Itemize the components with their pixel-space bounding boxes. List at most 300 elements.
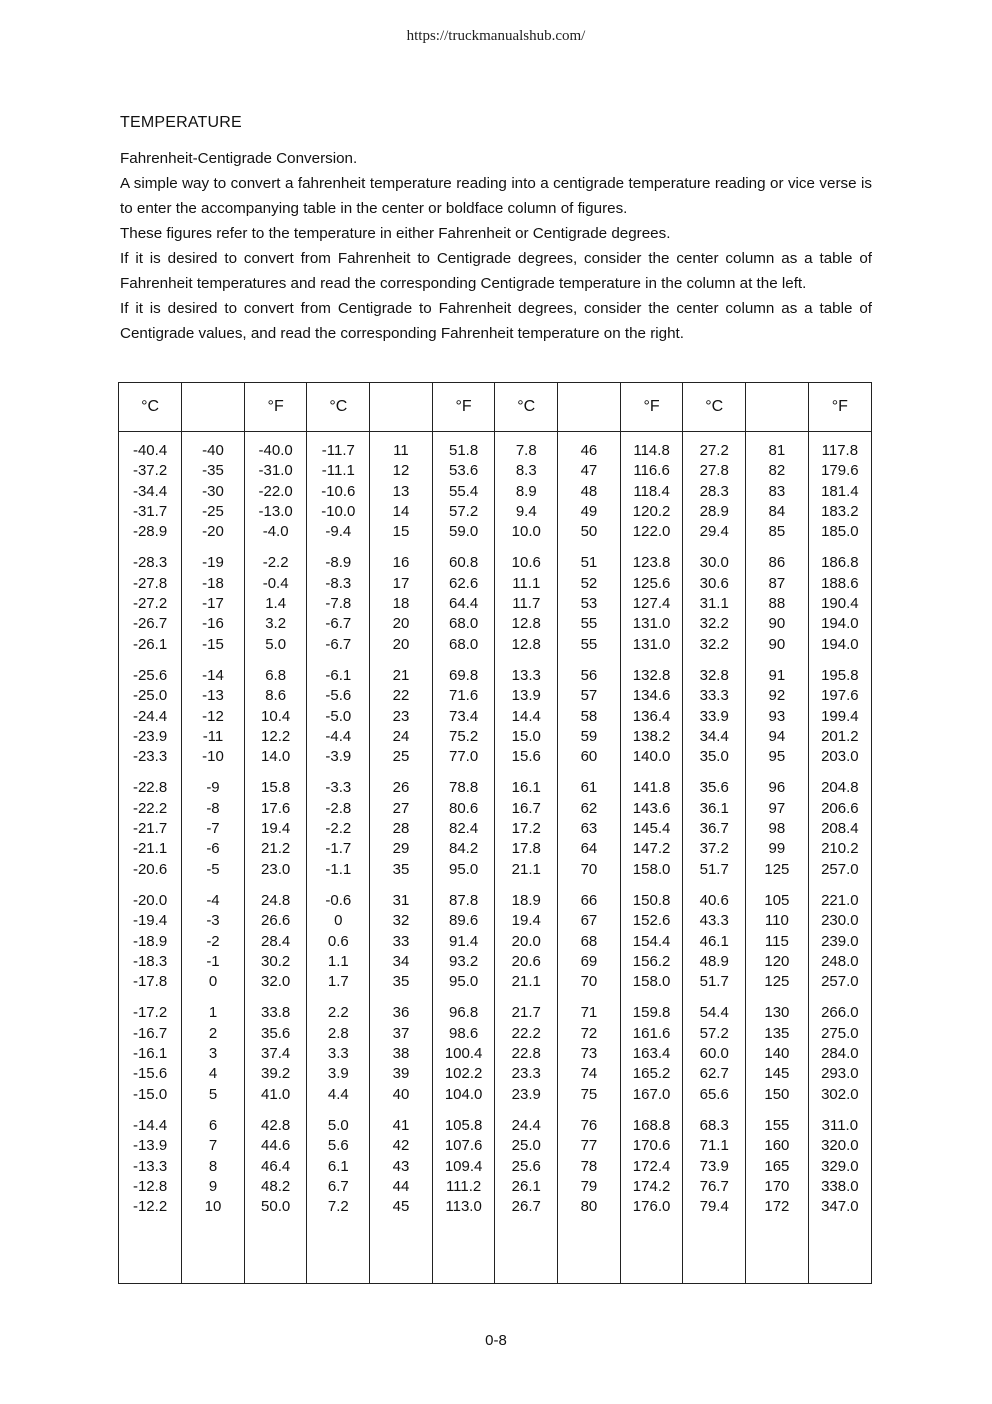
table-column xyxy=(370,432,433,1284)
table-cell: 12.8 xyxy=(511,635,541,653)
table-cell: -0.4 xyxy=(262,574,289,592)
value-group xyxy=(433,1116,495,1217)
table-cell: 111.2 xyxy=(445,1177,482,1195)
header-center xyxy=(182,383,245,432)
table-cell: -8 xyxy=(206,799,220,817)
table-cell: 190.4 xyxy=(821,595,859,613)
table-cell: 62 xyxy=(580,799,598,817)
table-cell: 79 xyxy=(580,1177,598,1195)
table-column xyxy=(495,432,558,1284)
table-cell: 95.0 xyxy=(449,860,479,878)
table-cell: 1.1 xyxy=(327,952,349,970)
table-cell: 94 xyxy=(768,727,786,745)
table-cell: 85 xyxy=(768,523,786,541)
table-cell: 84 xyxy=(768,502,786,520)
table-cell: -6.1 xyxy=(325,666,352,684)
table-cell: 87 xyxy=(768,574,786,592)
table-cell: 26.6 xyxy=(261,912,291,930)
table-cell: 68 xyxy=(580,932,598,950)
table-cell: 9 xyxy=(208,1177,218,1195)
table-cell: 102.2 xyxy=(444,1065,483,1083)
table-cell: 77.0 xyxy=(449,748,479,766)
table-cell: -23.3 xyxy=(132,748,168,766)
table-cell: 29.4 xyxy=(699,523,729,541)
table-cell: 70 xyxy=(580,860,598,878)
table-cell: -10.6 xyxy=(321,482,356,500)
table-cell: -28.3 xyxy=(132,554,168,572)
table-cell: 76 xyxy=(580,1116,598,1134)
table-cell: 131.0 xyxy=(632,615,671,633)
table-cell: -3 xyxy=(206,912,220,930)
table-cell: 81 xyxy=(768,442,786,459)
table-cell: 42 xyxy=(392,1137,410,1155)
table-cell: 72 xyxy=(580,1024,598,1042)
table-cell: 26.1 xyxy=(511,1177,541,1195)
table-cell: 11.1 xyxy=(512,574,541,592)
table-cell: 69.8 xyxy=(449,666,479,684)
value-group xyxy=(245,778,307,879)
table-cell: 28.9 xyxy=(699,502,729,520)
table-cell: 17.2 xyxy=(511,820,541,838)
value-group xyxy=(370,1003,432,1104)
table-cell: 150 xyxy=(764,1085,790,1103)
table-cell: 257.0 xyxy=(821,973,859,991)
table-cell: -12.8 xyxy=(132,1177,168,1195)
table-cell: -3.9 xyxy=(325,748,352,766)
table-cell: 47 xyxy=(580,462,598,480)
table-cell: -22.8 xyxy=(132,779,168,797)
table-cell: 93.2 xyxy=(449,952,479,970)
table-cell: 138.2 xyxy=(632,727,671,745)
table-cell: -18.3 xyxy=(132,952,168,970)
value-group xyxy=(307,553,369,654)
table-cell: 1.4 xyxy=(265,595,287,613)
table-cell: 64.4 xyxy=(449,595,479,613)
table-cell: 15.8 xyxy=(261,779,291,797)
value-group xyxy=(370,666,432,767)
table-cell: -5.6 xyxy=(325,687,352,705)
value-group xyxy=(683,778,745,879)
table-cell: 73.9 xyxy=(699,1157,729,1175)
value-group xyxy=(433,1003,495,1104)
table-cell: 76.7 xyxy=(699,1177,729,1195)
table-cell: 275.0 xyxy=(821,1024,859,1042)
table-cell: -26.1 xyxy=(132,635,168,653)
table-column xyxy=(746,432,809,1284)
value-group xyxy=(245,891,307,992)
table-cell: 32.2 xyxy=(699,615,729,633)
header-fahrenheit: °F xyxy=(620,383,683,432)
value-group xyxy=(621,1003,683,1104)
table-cell: 36.1 xyxy=(699,799,729,817)
table-cell: 320.0 xyxy=(821,1137,859,1155)
table-cell: 9.4 xyxy=(515,502,537,520)
table-cell: 15.6 xyxy=(511,748,541,766)
table-cell: 60.0 xyxy=(699,1045,729,1063)
table-cell: 31 xyxy=(392,891,410,909)
table-cell: -13 xyxy=(202,687,224,705)
table-cell: 55.4 xyxy=(449,482,479,500)
table-cell: 51.7 xyxy=(699,973,729,991)
table-cell: 61 xyxy=(580,779,598,797)
table-cell: 4 xyxy=(208,1065,218,1083)
header-fahrenheit: °F xyxy=(808,383,871,432)
table-cell: 46.4 xyxy=(261,1157,291,1175)
table-cell: 49 xyxy=(580,502,598,520)
table-cell: 24.4 xyxy=(511,1116,541,1134)
table-cell: 1.7 xyxy=(327,973,349,991)
table-cell: 221.0 xyxy=(821,891,859,909)
table-cell: 28.3 xyxy=(699,482,729,500)
header-celsius: °C xyxy=(683,383,746,432)
table-cell: -23.9 xyxy=(132,727,168,745)
table-cell: 16.1 xyxy=(511,779,541,797)
table-cell: 122.0 xyxy=(632,523,671,541)
table-cell: 131.0 xyxy=(632,635,671,653)
value-group xyxy=(621,441,683,542)
table-cell: 20.6 xyxy=(511,952,541,970)
table-cell: -12 xyxy=(202,707,224,725)
value-group xyxy=(809,441,871,542)
table-cell: 120.2 xyxy=(632,502,671,520)
table-cell: 53 xyxy=(580,595,598,613)
table-cell: 127.4 xyxy=(632,595,671,613)
table-cell: 68.0 xyxy=(449,635,479,653)
table-cell: -21.1 xyxy=(132,840,168,858)
table-cell: -7 xyxy=(206,820,220,838)
table-cell: 57.2 xyxy=(699,1024,729,1042)
table-cell: 35.0 xyxy=(699,748,729,766)
table-cell: -11.7 xyxy=(321,442,355,459)
table-cell: 35 xyxy=(392,973,410,991)
table-cell: 56 xyxy=(580,666,598,684)
value-group xyxy=(683,441,745,542)
table-cell: 12 xyxy=(392,462,410,480)
table-cell: 87.8 xyxy=(449,891,479,909)
table-column xyxy=(620,432,683,1284)
table-cell: 20 xyxy=(392,615,410,633)
table-cell: 114.8 xyxy=(633,442,670,459)
table-cell: 159.8 xyxy=(632,1004,671,1022)
table-cell: 10.6 xyxy=(511,554,541,572)
table-cell: -4 xyxy=(206,891,220,909)
value-group xyxy=(621,666,683,767)
table-cell: 41 xyxy=(392,1116,410,1134)
table-cell: 29 xyxy=(392,840,410,858)
table-cell: -6 xyxy=(206,840,220,858)
table-cell: -17 xyxy=(202,595,224,613)
value-group xyxy=(746,1003,808,1104)
table-cell: -19.4 xyxy=(132,912,168,930)
table-cell: 95.0 xyxy=(449,973,479,991)
table-cell: -22.2 xyxy=(132,799,168,817)
table-cell: 117.8 xyxy=(821,442,859,459)
table-cell: 16.7 xyxy=(511,799,541,817)
table-cell: 98.6 xyxy=(449,1024,479,1042)
table-cell: 83 xyxy=(768,482,786,500)
table-cell: 8.9 xyxy=(515,482,537,500)
table-cell: 136.4 xyxy=(632,707,671,725)
table-column xyxy=(432,432,495,1284)
table-cell: 105 xyxy=(764,891,790,909)
table-cell: 338.0 xyxy=(821,1177,859,1195)
table-cell: 63 xyxy=(580,820,598,838)
table-cell: 33 xyxy=(392,932,410,950)
table-cell: 152.6 xyxy=(632,912,671,930)
intro-section xyxy=(120,114,872,346)
table-cell: 19.4 xyxy=(511,912,541,930)
table-cell: 5.6 xyxy=(327,1137,349,1155)
table-cell: 32.0 xyxy=(261,973,291,991)
table-cell: 4.4 xyxy=(327,1085,349,1103)
table-cell: 14.0 xyxy=(261,748,291,766)
table-cell: 43 xyxy=(392,1157,410,1175)
table-cell: 39.2 xyxy=(261,1065,291,1083)
table-cell: 155 xyxy=(764,1116,790,1134)
table-cell: 48 xyxy=(580,482,598,500)
table-cell: 0.6 xyxy=(327,932,349,950)
table-cell: 33.9 xyxy=(699,707,729,725)
value-group xyxy=(683,1003,745,1104)
table-cell: 302.0 xyxy=(821,1085,859,1103)
table-cell: 174.2 xyxy=(632,1177,671,1195)
table-cell: 57.2 xyxy=(449,502,479,520)
table-cell: 2.2 xyxy=(327,1004,349,1022)
value-group xyxy=(307,666,369,767)
table-cell: -15.0 xyxy=(132,1085,168,1103)
table-cell: 27.8 xyxy=(699,462,729,480)
table-cell: 266.0 xyxy=(821,1004,859,1022)
value-group xyxy=(245,553,307,654)
table-cell: 21.1 xyxy=(511,860,541,878)
value-group xyxy=(370,1116,432,1217)
table-cell: 311.0 xyxy=(821,1116,859,1134)
table-cell: 91 xyxy=(768,666,786,684)
table-cell: 0 xyxy=(334,912,343,930)
value-group xyxy=(621,891,683,992)
table-cell: 167.0 xyxy=(632,1085,671,1103)
value-group xyxy=(558,553,620,654)
value-group xyxy=(182,1003,244,1104)
table-cell: 66 xyxy=(580,891,598,909)
intro-paragraph: These figures refer to the temperature in either Fahrenheit or Centigrade degrees. xyxy=(120,225,671,242)
table-cell: 8.3 xyxy=(515,462,537,480)
table-cell: 40 xyxy=(392,1085,410,1103)
table-cell: 113.0 xyxy=(445,1198,482,1216)
table-cell: -4.0 xyxy=(262,523,289,541)
table-cell: 53.6 xyxy=(449,462,479,480)
table-cell: 25.0 xyxy=(511,1137,541,1155)
table-cell: 158.0 xyxy=(632,973,671,991)
table-cell: 38 xyxy=(392,1045,410,1063)
value-group xyxy=(495,778,557,879)
table-cell: 165 xyxy=(764,1157,790,1175)
table-cell: -5.0 xyxy=(325,707,352,725)
table-cell: 30.2 xyxy=(261,952,291,970)
table-cell: -1.1 xyxy=(325,860,352,878)
table-cell: 158.0 xyxy=(632,860,671,878)
page-heading: TEMPERATURE xyxy=(120,114,242,131)
table-cell: 34.4 xyxy=(699,727,729,745)
table-cell: 135 xyxy=(764,1024,790,1042)
table-cell: -27.8 xyxy=(132,574,168,592)
table-cell: 5.0 xyxy=(327,1116,349,1134)
table-cell: 31.1 xyxy=(699,595,729,613)
value-group xyxy=(809,1003,871,1104)
table-cell: -3.3 xyxy=(325,779,352,797)
value-group xyxy=(307,441,369,542)
value-group xyxy=(558,778,620,879)
intro-paragraph: If it is desired to convert from Centigrade to Fahrenheit degrees, consider the center column as a table of Centigrade values, and read the corresponding Fahrenheit temperature on the right. xyxy=(120,300,872,342)
table-cell: 48.9 xyxy=(699,952,729,970)
table-cell: 22.8 xyxy=(511,1045,541,1063)
table-cell: -14.4 xyxy=(132,1116,168,1134)
table-cell: 170 xyxy=(764,1177,790,1195)
table-cell: 21 xyxy=(392,666,410,684)
table-cell: 71.6 xyxy=(449,687,479,705)
table-cell: 293.0 xyxy=(821,1065,859,1083)
table-cell: -31.7 xyxy=(132,502,168,520)
table-cell: 89.6 xyxy=(449,912,479,930)
table-cell: 115 xyxy=(764,932,789,950)
table-cell: 99 xyxy=(768,840,786,858)
table-cell: 160 xyxy=(764,1137,790,1155)
table-cell: -17.2 xyxy=(132,1004,168,1022)
value-group xyxy=(809,666,871,767)
table-cell: -0.6 xyxy=(325,891,352,909)
table-cell: 42.8 xyxy=(261,1116,291,1134)
table-cell: 59.0 xyxy=(449,523,479,541)
header-center xyxy=(370,383,433,432)
table-cell: 86 xyxy=(768,554,786,572)
table-cell: -26.7 xyxy=(132,615,168,633)
table-cell: -2 xyxy=(206,932,220,950)
table-cell: 14 xyxy=(392,502,410,520)
table-cell: 37.4 xyxy=(261,1045,291,1063)
value-group xyxy=(495,441,557,542)
table-cell: 5 xyxy=(208,1085,218,1103)
table-cell: 110 xyxy=(764,912,789,930)
table-cell: 17 xyxy=(392,574,410,592)
table-cell: 107.6 xyxy=(444,1137,483,1155)
table-cell: 68.0 xyxy=(449,615,479,633)
table-cell: -2.8 xyxy=(325,799,352,817)
table-cell: 15 xyxy=(392,523,410,541)
table-cell: 230.0 xyxy=(821,912,859,930)
table-cell: -31.0 xyxy=(258,462,293,480)
table-cell: 51.7 xyxy=(699,860,729,878)
table-cell: 2 xyxy=(208,1024,218,1042)
table-cell: 168.8 xyxy=(632,1116,671,1134)
table-cell: -9 xyxy=(206,779,220,797)
table-cell: -20.0 xyxy=(132,891,168,909)
table-cell: 116.6 xyxy=(633,462,670,480)
table-cell: 179.6 xyxy=(821,462,859,480)
table-cell: 35 xyxy=(392,860,410,878)
table-cell: 96.8 xyxy=(449,1004,479,1022)
table-cell: -12.2 xyxy=(132,1198,168,1216)
table-cell: 172 xyxy=(764,1198,790,1216)
table-cell: 195.8 xyxy=(821,666,859,684)
table-column xyxy=(558,432,621,1284)
table-cell: -8.9 xyxy=(325,554,352,572)
table-cell: 37.2 xyxy=(699,840,729,858)
table-cell: 181.4 xyxy=(821,482,859,500)
table-cell: 6.1 xyxy=(327,1157,349,1175)
table-cell: 30.0 xyxy=(699,554,729,572)
table-cell: 104.0 xyxy=(444,1085,483,1103)
table-cell: -24.4 xyxy=(132,707,168,725)
table-cell: 37 xyxy=(392,1024,410,1042)
value-group xyxy=(621,1116,683,1217)
table-cell: 55 xyxy=(580,635,598,653)
table-cell: -15.6 xyxy=(132,1065,168,1083)
table-cell: 6 xyxy=(208,1116,218,1134)
table-cell: 71.1 xyxy=(699,1137,729,1155)
table-cell: 183.2 xyxy=(821,502,859,520)
table-cell: 78.8 xyxy=(449,779,479,797)
header-center xyxy=(558,383,621,432)
table-cell: 36.7 xyxy=(699,820,729,838)
table-cell: 18 xyxy=(392,595,410,613)
table-cell: 58 xyxy=(580,707,598,725)
value-group xyxy=(182,553,244,654)
conversion-table xyxy=(119,383,871,1283)
table-cell: -2.2 xyxy=(325,820,352,838)
table-cell: 93 xyxy=(768,707,786,725)
table-cell: -20.6 xyxy=(132,860,168,878)
value-group xyxy=(370,441,432,542)
table-cell: -13.9 xyxy=(132,1137,168,1155)
table-cell: 11 xyxy=(393,442,409,459)
table-cell: 50 xyxy=(580,523,598,541)
table-cell: -13.0 xyxy=(258,502,293,520)
value-group xyxy=(119,666,181,767)
table-cell: -27.2 xyxy=(132,595,168,613)
table-cell: 97 xyxy=(768,799,786,817)
value-group xyxy=(558,666,620,767)
value-group xyxy=(433,891,495,992)
table-cell: -8.3 xyxy=(325,574,352,592)
table-cell: 199.4 xyxy=(821,707,859,725)
table-cell: 32.8 xyxy=(699,666,729,684)
table-cell: 172.4 xyxy=(632,1157,671,1175)
table-cell: 208.4 xyxy=(821,820,859,838)
value-group xyxy=(370,778,432,879)
table-cell: 123.8 xyxy=(632,554,671,572)
value-group xyxy=(558,891,620,992)
table-cell: 154.4 xyxy=(632,932,671,950)
table-cell: 6.7 xyxy=(327,1177,349,1195)
table-cell: 201.2 xyxy=(821,727,859,745)
table-cell: -7.8 xyxy=(325,595,352,613)
table-cell: -25 xyxy=(202,502,224,520)
table-cell: 19.4 xyxy=(261,820,291,838)
table-cell: 75.2 xyxy=(449,727,479,745)
table-cell: 109.4 xyxy=(444,1157,483,1175)
table-cell: 23.9 xyxy=(511,1085,541,1103)
table-cell: 7 xyxy=(208,1137,218,1155)
table-cell: 150.8 xyxy=(632,891,671,909)
table-cell: 21.1 xyxy=(511,973,541,991)
table-cell: 73 xyxy=(580,1045,598,1063)
table-cell: -1.7 xyxy=(325,840,352,858)
table-cell: 20.0 xyxy=(511,932,541,950)
table-cell: 41.0 xyxy=(261,1085,291,1103)
table-cell: 54.4 xyxy=(699,1004,729,1022)
table-cell: 8.6 xyxy=(265,687,287,705)
table-cell: 24 xyxy=(392,727,410,745)
